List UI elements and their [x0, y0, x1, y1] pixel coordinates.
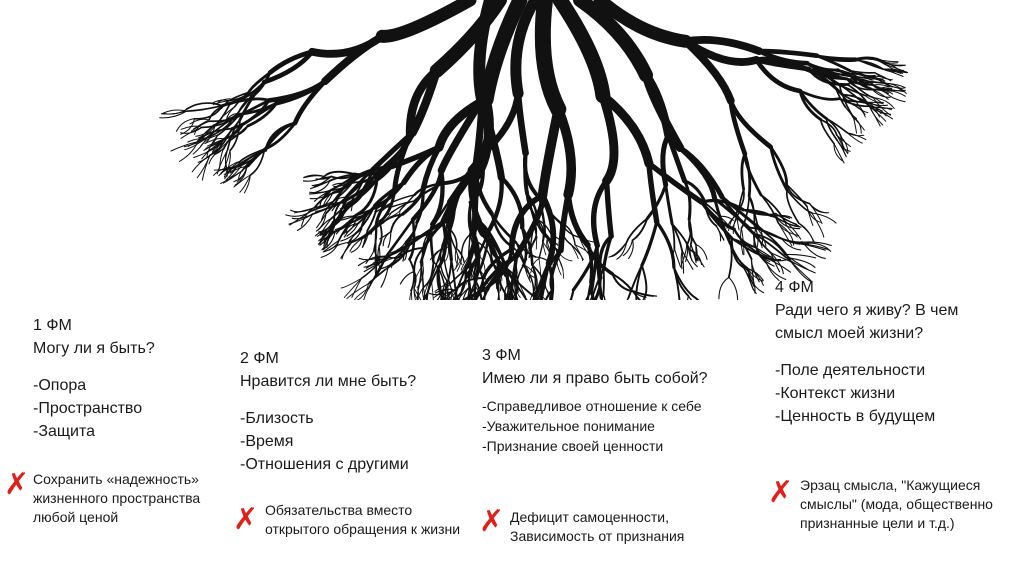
root-branch [179, 142, 197, 162]
fm-item: -Время [240, 433, 294, 450]
root-branch [400, 272, 414, 284]
fm-warning: Эрзац смысла, "Кажущиеся смыслы" (мода, общественно признанные цели и т.д.) [800, 477, 993, 531]
root-branch [847, 133, 866, 140]
root-branch [681, 251, 682, 269]
root-branch [568, 290, 573, 300]
fm-title: 3 ФМ [482, 347, 521, 364]
red-cross-icon: ✗ [4, 467, 30, 502]
root-branch [642, 222, 657, 265]
fm-warning: Сохранить «надежность» жизненного пространства любой ценой [33, 471, 201, 525]
fm-item: -Близость [240, 410, 314, 427]
root-branch [624, 298, 628, 300]
fm-item: -Контекст жизни [775, 385, 896, 402]
root-branch [719, 277, 729, 298]
root-branch [581, 290, 592, 300]
root-branch [627, 218, 648, 242]
root-branch [410, 259, 414, 290]
red-cross-icon: ✗ [479, 504, 505, 539]
fm-items [775, 359, 1015, 428]
root-branch [666, 185, 672, 224]
root-branch [543, 109, 559, 195]
root-branch [742, 154, 745, 189]
root-branch [657, 222, 674, 267]
root-branch [697, 299, 717, 300]
fm-item: -Поле деятельности [775, 362, 926, 379]
fm-item: -Уважительное понимание [482, 418, 655, 434]
fm-items [240, 407, 470, 476]
root-branch [412, 290, 413, 300]
root-branch [729, 277, 738, 300]
root-branch [518, 94, 526, 154]
fm-warning: Дефицит самоценности, Зависимость от признания [510, 509, 685, 544]
fm-question: Ради чего я живу? В чем смысл моей жизни? [775, 302, 959, 342]
fm-items [482, 396, 747, 456]
root-branch [603, 270, 604, 294]
column-2fm [240, 347, 470, 476]
fm-item: -Справедливое отношение к себе [482, 398, 702, 414]
root-branch [812, 213, 836, 223]
root-branch [312, 36, 382, 54]
column-1fm [33, 314, 233, 443]
root-branch [607, 181, 612, 236]
fm-title: 4 ФМ [775, 279, 814, 296]
root-branch [366, 250, 374, 264]
fm-item: -Ценность в будущем [775, 408, 936, 425]
root-branch [649, 163, 702, 202]
root-branch [812, 213, 824, 237]
root-branch [536, 238, 537, 250]
fm-title: 1 ФМ [33, 317, 72, 334]
root-branch [490, 178, 502, 230]
root-branch [642, 265, 646, 296]
root-branch [491, 293, 498, 300]
red-cross-icon: ✗ [233, 502, 259, 537]
root-branch [194, 106, 222, 119]
fm-title: 2 ФМ [240, 350, 279, 367]
fm-items [33, 374, 233, 443]
root-branch [745, 154, 750, 196]
fm-question: Нравится ли мне быть? [240, 373, 417, 390]
root-branch [543, 0, 558, 109]
root-branch [539, 259, 541, 279]
root-branch [685, 181, 691, 220]
fm-item: -Пространство [33, 400, 143, 417]
root-branch [415, 183, 444, 195]
fm-question: Могу ли я быть? [33, 340, 155, 357]
red-cross-icon: ✗ [768, 475, 794, 510]
column-4fm [775, 276, 1015, 428]
root-branch [539, 233, 545, 259]
fm-item: -Опора [33, 377, 87, 394]
fm-question: Имею ли я право быть собой? [482, 370, 708, 387]
root-branch [615, 298, 628, 300]
fm-warning: Обязательства вместо открытого обращения к жизни [265, 502, 461, 537]
root-branch [235, 168, 247, 186]
root-branch [799, 223, 815, 243]
column-3fm [482, 344, 747, 456]
root-branch [558, 109, 571, 194]
fm-item: -Отношения с другими [240, 456, 409, 473]
root-branch [451, 260, 455, 288]
root-branch [382, 0, 470, 36]
root-branch [646, 75, 680, 148]
fm-item: -Защита [33, 423, 96, 440]
root-branch [729, 244, 732, 277]
fm-item: -Признание своей ценности [482, 438, 664, 454]
root-branch [787, 184, 808, 206]
